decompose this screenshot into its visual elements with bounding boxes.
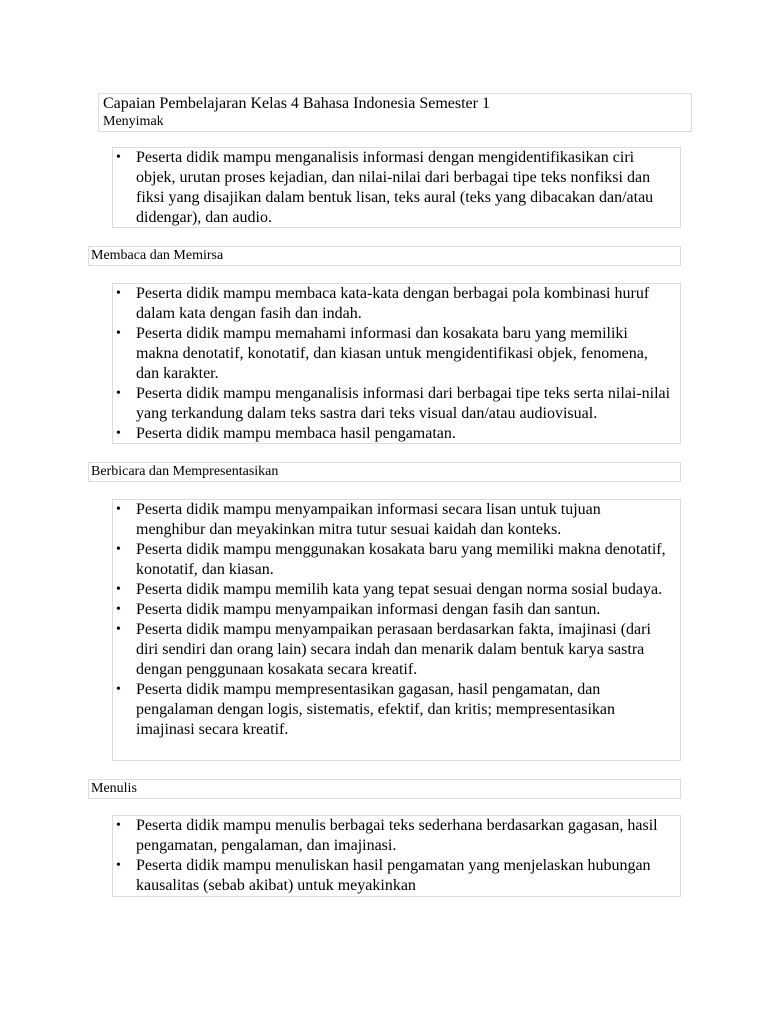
bullet-icon: • (116, 858, 121, 873)
bullet-icon: • (116, 682, 121, 697)
document-title-box (98, 93, 692, 132)
section-list-menyimak (112, 147, 681, 228)
bullet-icon: • (116, 502, 121, 517)
list-item: • Peserta didik mampu menyampaikan informasi secara lisan untuk tujuan menghibur dan meyakinkan mitra tutur sesuai kaidah dan konteks. (116, 501, 601, 538)
list-item: • Peserta didik mampu menyampaikan informasi dengan fasih dan santun. (116, 601, 601, 618)
section-list-berbicara-dan-mempresentasikan (112, 499, 681, 761)
bullet-icon: • (116, 386, 121, 401)
bullet-icon: • (116, 622, 121, 637)
bullet-icon: • (116, 602, 121, 617)
bullet-icon: • (116, 150, 121, 165)
section-heading-membaca-dan-memirsa: Membaca dan Memirsa (88, 246, 681, 266)
list-item: • Peserta didik mampu menganalisis informasi dari berbagai tipe teks serta nilai-nilai yang terkandung dalam teks sastra dari teks visual dan/atau audiovisual. (116, 385, 671, 422)
document-title: Capaian Pembelajaran Kelas 4 Bahasa Indonesia Semester 1 (103, 95, 490, 112)
list-item: • Peserta didik mampu mempresentasikan gagasan, hasil pengamatan, dan pengalaman dengan logis, sistematis, efektif, dan kritis; mempresentasikan imajinasi secara kreatif. (116, 681, 615, 738)
list-item: • Peserta didik mampu membaca hasil pengamatan. (116, 425, 456, 442)
bullet-icon: • (116, 426, 121, 441)
bullet-icon: • (116, 326, 121, 341)
list-item: • Peserta didik mampu menggunakan kosakata baru yang memiliki makna denotatif, konotatif, dan kiasan. (116, 541, 666, 578)
bullet-icon: • (116, 286, 121, 301)
list-item: • Peserta didik mampu menuliskan hasil pengamatan yang menjelaskan hubungan kausalitas (sebab akibat) untuk meyakinkan (116, 857, 651, 894)
bullet-icon: • (116, 818, 121, 833)
section-list-menulis (112, 815, 681, 897)
list-item: • Peserta didik mampu menulis berbagai teks sederhana berdasarkan gagasan, hasil pengamatan, pengalaman, dan imajinasi. (116, 817, 658, 854)
section-heading-menyimak: Menyimak (103, 114, 164, 129)
list-item: • Peserta didik mampu memahami informasi dan kosakata baru yang memiliki makna denotatif, konotatif, dan kiasan untuk mengidentifikasi objek, fenomena, dan karakter. (116, 325, 648, 382)
list-item: • Peserta didik mampu memilih kata yang tepat sesuai dengan norma sosial budaya. (116, 581, 663, 598)
list-item: • Peserta didik mampu menyampaikan perasaan berdasarkan fakta, imajinasi (dari diri sendiri dan orang lain) secara indah dan menarik dalam bentuk karya sastra dengan penggunaan kosakata secara kreatif. (116, 621, 651, 678)
section-heading-menulis: Menulis (88, 779, 681, 799)
bullet-icon: • (116, 542, 121, 557)
section-list-membaca-dan-memirsa (112, 283, 681, 444)
list-item: • Peserta didik mampu menganalisis informasi dengan mengidentifikasikan ciri objek, urutan proses kejadian, dan nilai-nilai dari berbagai tipe teks nonfiksi dan fiksi yang disajikan dalam bentuk lisan, teks aural (teks yang dibacakan dan/atau didengar), dan audio. (116, 149, 654, 226)
list-item: • Peserta didik mampu membaca kata-kata dengan berbagai pola kombinasi huruf dalam kata dengan fasih dan indah. (116, 285, 650, 322)
bullet-icon: • (116, 582, 121, 597)
section-heading-berbicara-dan-mempresentasikan: Berbicara dan Mempresentasikan (88, 462, 681, 482)
